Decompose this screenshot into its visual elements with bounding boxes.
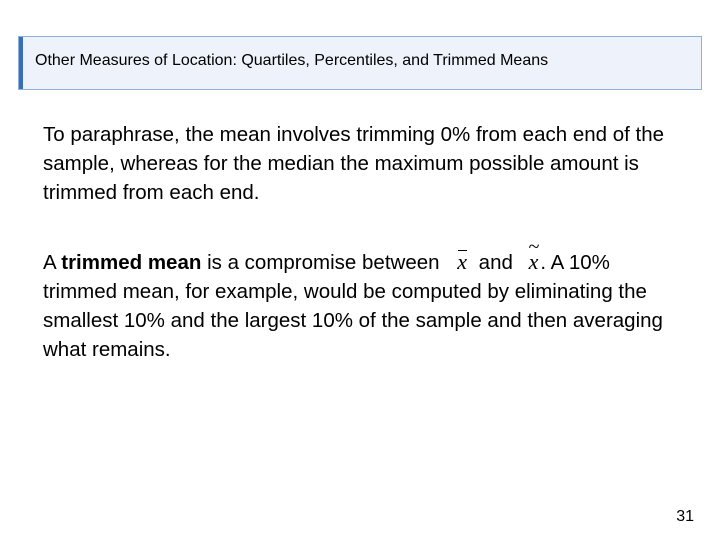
page-number: 31	[676, 508, 694, 525]
sample-mean-symbol: x	[457, 249, 467, 274]
connector-text: and	[472, 251, 519, 274]
slide-title: Other Measures of Location: Quartiles, Percentiles, and Trimmed Means	[35, 52, 549, 69]
paragraph-trimmed-mean-definition	[43, 247, 683, 364]
paragraph-intro-text: A	[43, 251, 62, 274]
paragraph-compromise-text: is a compromise between	[201, 251, 446, 274]
paragraph-trimming-explanation: To paraphrase, the mean involves trimming 0% from each end of the sample, whereas for the median the maximum possible amount is trimmed from each end.	[43, 123, 665, 204]
trimmed-mean-term: trimmed mean	[61, 251, 202, 274]
sample-median-symbol: ~ x	[529, 247, 539, 276]
title-accent-bar	[19, 37, 23, 89]
paragraph-rest-text: . A 10% trimmed mean, for example, would be computed by eliminating the smallest 10% and the largest 10% of the sample and then averaging what remains.	[43, 251, 663, 361]
slide-title-box	[18, 36, 702, 90]
